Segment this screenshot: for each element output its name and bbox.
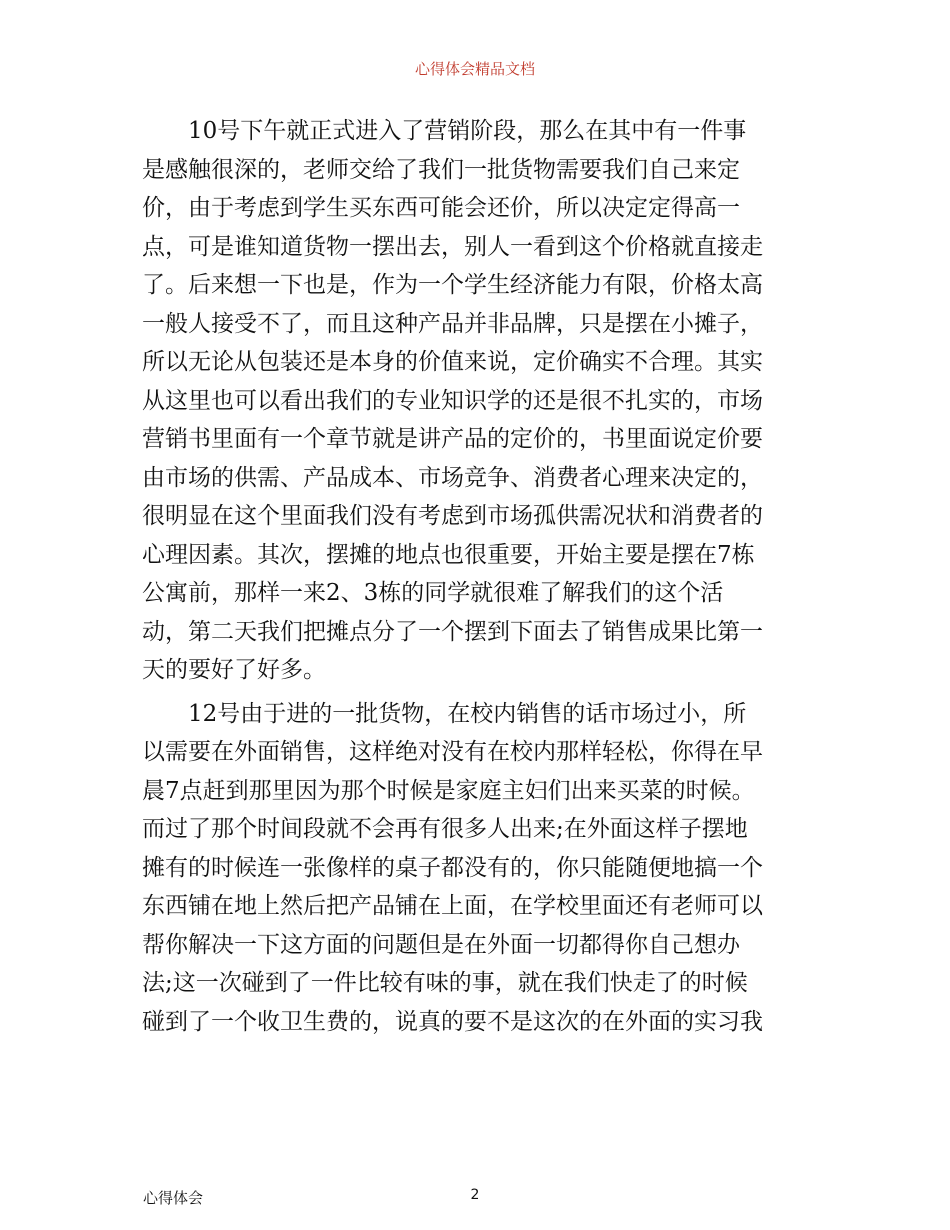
text-line: 法;这一次碰到了一件比较有味的事，就在我们快走了的时候 bbox=[142, 970, 748, 996]
text-line: 以需要在外面销售，这样绝对没有在校内那样轻松，你得在早 bbox=[142, 739, 763, 765]
text-line: 东西铺在地上然后把产品铺在上面，在学校里面还有老师可以 bbox=[142, 893, 763, 919]
text-line: 而过了那个时间段就不会再有很多人出来;在外面这样子摆地 bbox=[142, 816, 748, 842]
document-header-title: 心得体会精品文档 bbox=[414, 60, 535, 78]
text-line: 天的要好了好多。 bbox=[142, 657, 326, 683]
text-line: 很明显在这个里面我们没有考虑到市场孤供需况状和消费者的 bbox=[142, 503, 763, 529]
text-line: 了。后来想一下也是，作为一个学生经济能力有限，价格太高 bbox=[142, 272, 763, 298]
paragraph-1 bbox=[142, 112, 818, 690]
page-number: 2 bbox=[470, 1187, 480, 1203]
text-line: 所以无论从包装还是本身的价值来说，定价确实不合理。其实 bbox=[142, 349, 763, 375]
text-line: 是感触很深的，老师交给了我们一批货物需要我们自己来定 bbox=[142, 156, 740, 183]
document-body bbox=[142, 112, 818, 1041]
text-line: 价，由于考虑到学生买东西可能会还价，所以决定定得高一 bbox=[142, 195, 740, 221]
text-line: 营销书里面有一个章节就是讲产品的定价的，书里面说定价要 bbox=[142, 426, 763, 452]
paragraph-2 bbox=[142, 695, 818, 1042]
text-line: 公寓前，那样一来2、3栋的同学就很难了解我们的这个活 bbox=[142, 580, 724, 606]
text-line: 摊有的时候连一张像样的桌子都没有的，你只能随便地搞一个 bbox=[142, 854, 763, 881]
text-line: 动，第二天我们把摊点分了一个摆到下面去了销售成果比第一 bbox=[142, 618, 763, 645]
text-line: 心理因素。其次，摆摊的地点也很重要，开始主要是摆在7栋 bbox=[142, 541, 755, 568]
text-line: 碰到了一个收卫生费的，说真的要不是这次的在外面的实习我 bbox=[142, 1008, 763, 1035]
text-line: 点，可是谁知道货物一摆出去，别人一看到这个价格就直接走 bbox=[142, 233, 763, 260]
text-line: 从这里也可以看出我们的专业知识学的还是很不扎实的，市场 bbox=[142, 387, 763, 414]
text-line: 晨7点赶到那里因为那个时候是家庭主妇们出来买菜的时候。 bbox=[142, 777, 755, 804]
text-line: 由市场的供需、产品成本、市场竞争、消费者心理来决定的， bbox=[142, 464, 763, 491]
text-line: 12号由于进的一批货物，在校内销售的话市场过小，所 bbox=[188, 700, 747, 727]
text-line: 一般人接受不了，而且这种产品并非品牌，只是摆在小摊子， bbox=[142, 310, 763, 337]
text-line: 10号下午就正式进入了营销阶段，那么在其中有一件事 bbox=[188, 118, 747, 144]
text-line: 帮你解决一下这方面的问题但是在外面一切都得你自己想办 bbox=[142, 931, 740, 958]
footer-label: 心得体会 bbox=[143, 1189, 204, 1207]
